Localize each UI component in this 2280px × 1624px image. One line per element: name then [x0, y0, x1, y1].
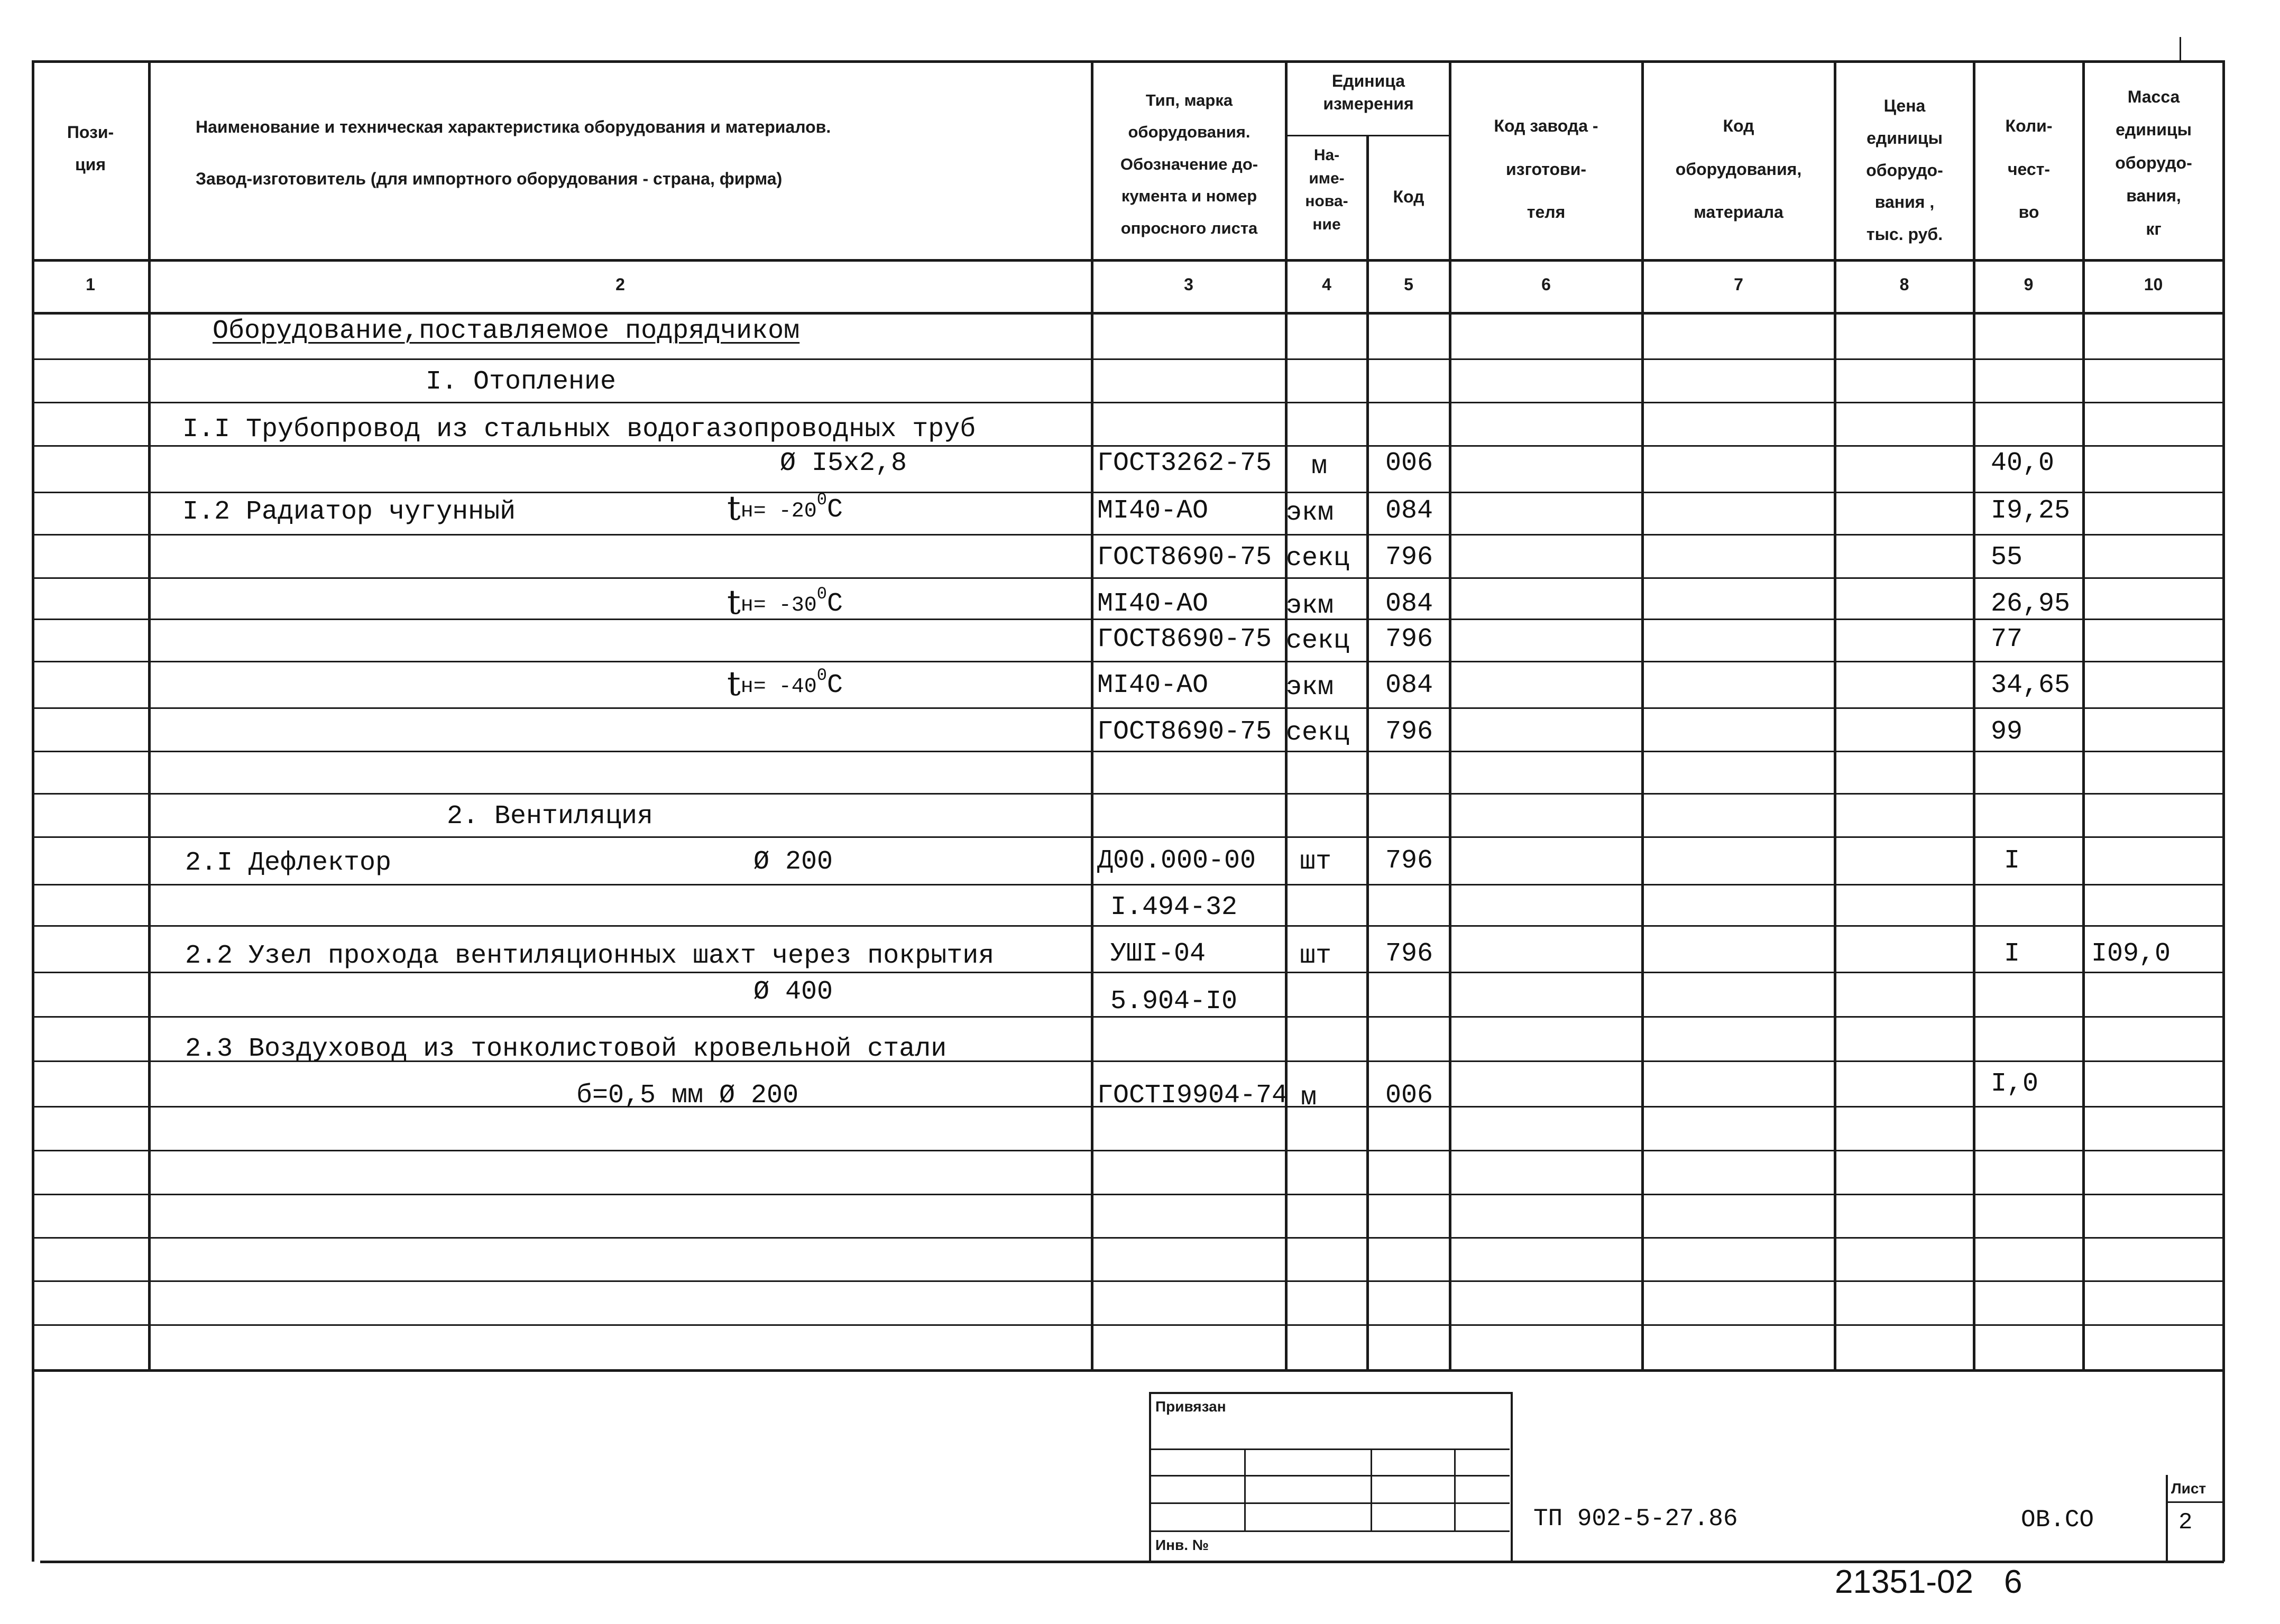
frame-bottom-border	[40, 1561, 2224, 1563]
item-1-2-code-3: 084	[1385, 589, 1433, 619]
header-quantity: Коли- чест- во	[2005, 116, 2053, 222]
row-line	[32, 925, 2223, 927]
footer-number: 21351-02	[1835, 1564, 1974, 1600]
col-divider-8	[1973, 60, 1975, 1370]
table-bottom-border	[32, 1369, 2223, 1372]
stamp-line	[1150, 1475, 1510, 1477]
header-type: Тип, марка оборудования. Обозначение до- кумента и номер опросного листа	[1120, 91, 1258, 237]
colnum-4: 4	[1322, 275, 1331, 294]
item-1-2-qty-4: 77	[1991, 624, 2023, 654]
item-1-2-doc: МI40-АО	[1097, 496, 1209, 526]
row-line	[32, 707, 2223, 709]
header-position: Пози- ция	[67, 123, 114, 174]
temp-minus-40: $tн= -40^0С$	[727, 665, 843, 704]
section-title-contractor: Оборудование,поставляемое подрядчиком	[213, 316, 800, 346]
col-divider-1	[148, 60, 151, 1370]
stamp-line	[1150, 1530, 1510, 1532]
footer-page: 6	[2004, 1564, 2022, 1600]
colnum-bottom-border	[32, 312, 2223, 315]
row-line	[32, 402, 2223, 403]
colnum-10: 10	[2144, 275, 2163, 294]
colnum-2: 2	[615, 275, 625, 294]
stamp-privyazan: Привязан	[1155, 1398, 1226, 1415]
stamp-divider	[1454, 1448, 1456, 1530]
item-2-3-code: 006	[1385, 1081, 1433, 1111]
t-symbol: t	[727, 583, 741, 622]
col-divider-4	[1366, 135, 1369, 1370]
item-2-2-code: 796	[1385, 939, 1433, 969]
item-2-3-doc: ГОСТI9904-74	[1097, 1081, 1288, 1111]
row-line	[32, 1237, 2223, 1239]
item-2-1-unit: шт	[1300, 847, 1332, 877]
stamp-inv: Инв. №	[1155, 1537, 1209, 1553]
item-1-2-unit: экм	[1286, 498, 1334, 528]
table-top-border	[32, 60, 2223, 63]
section-heating: I. Отопление	[426, 367, 617, 397]
item-1-2-name: I.2 Радиатор чугунный	[182, 497, 516, 527]
item-1-2-doc-2: ГОСТ8690-75	[1097, 542, 1272, 573]
item-2-2-qty: I	[2004, 939, 2020, 969]
header-name-line2: Завод-изготовитель (для импортного оборудования - страна, фирма)	[196, 169, 783, 188]
colnum-6: 6	[1541, 275, 1551, 294]
row-line	[32, 751, 2223, 752]
row-line	[32, 884, 2223, 885]
row-line	[32, 1280, 2223, 1282]
item-1-2-qty-2: 55	[1991, 542, 2023, 573]
item-1-1-code: 006	[1385, 448, 1433, 478]
item-2-2-dimension: Ø 400	[753, 977, 833, 1007]
item-1-2-unit-4: секц	[1286, 626, 1350, 656]
header-price: Цена единицы оборудо- вания , тыс. руб.	[1866, 96, 1943, 244]
colnum-7: 7	[1734, 275, 1743, 294]
colnum-9: 9	[2024, 275, 2034, 294]
frame-left-border	[32, 60, 34, 1562]
item-2-2-mass: I09,0	[2091, 939, 2171, 969]
item-1-2-doc-6: ГОСТ8690-75	[1097, 717, 1272, 747]
col-divider-5	[1449, 60, 1451, 1370]
item-2-2-unit: шт	[1300, 941, 1332, 971]
item-2-3-qty: I,0	[1991, 1069, 2039, 1099]
header-name-line1: Наименование и техническая характеристика оборудования и материалов.	[196, 117, 831, 136]
item-1-2-unit-2: секц	[1286, 543, 1350, 574]
frame-right-border	[2222, 60, 2225, 1562]
item-2-3-dimension: б=0,5 мм Ø 200	[576, 1081, 799, 1111]
stamp-divider	[1371, 1448, 1372, 1530]
item-1-2-code-6: 796	[1385, 717, 1433, 747]
item-1-2-doc-5: МI40-АО	[1097, 670, 1209, 700]
item-1-1-unit: м	[1311, 451, 1328, 482]
colnum-3: 3	[1184, 275, 1193, 294]
stamp-line	[1150, 1502, 1510, 1504]
header-unit: Единица измерения	[1323, 71, 1414, 114]
sheet-label: Лист	[2171, 1480, 2207, 1497]
col-divider-3	[1285, 60, 1288, 1370]
row-line	[32, 445, 2223, 447]
row-line	[32, 577, 2223, 579]
item-1-1-doc: ГОСТ3262-75	[1097, 448, 1272, 478]
sheet-box-line	[2166, 1501, 2224, 1503]
header-unit-name: На- име- нова- ние	[1305, 146, 1348, 233]
units-subheader-line	[1285, 135, 1450, 136]
item-2-2-name: 2.2 Узел прохода вентиляционных шахт через покрытия	[185, 941, 995, 971]
item-1-2-temp: $tн= -20^0С$	[727, 489, 843, 528]
t-symbol: t	[727, 665, 741, 704]
temp-minus-30: $tн= -30^0С$	[727, 583, 843, 622]
row-line	[32, 534, 2223, 536]
row-line	[32, 1194, 2223, 1195]
item-2-1-dimension: Ø 200	[753, 847, 833, 877]
item-1-2-doc-3: МI40-АО	[1097, 589, 1209, 619]
col-divider-2	[1091, 60, 1093, 1370]
item-2-3-name: 2.3 Воздуховод из тонколистовой кровельной стали	[185, 1034, 947, 1064]
col-divider-9	[2082, 60, 2085, 1370]
stamp-line	[1150, 1448, 1510, 1450]
doc-number: ТП 902-5-27.86	[1533, 1505, 1738, 1533]
header-mass: Масса единицы оборудо- вания, кг	[2115, 87, 2192, 238]
col-divider-6	[1641, 60, 1644, 1370]
item-2-1-name: 2.I Дефлектор	[185, 848, 392, 878]
item-1-2-qty-5: 34,65	[1991, 670, 2071, 700]
item-1-1-name: I.I Трубопровод из стальных водогазопроводных труб	[182, 414, 976, 445]
doc-code: ОВ.СО	[2021, 1506, 2094, 1534]
row-line	[32, 836, 2223, 838]
row-line	[32, 793, 2223, 795]
item-1-2-qty-3: 26,95	[1991, 589, 2071, 619]
section-ventilation: 2. Вентиляция	[447, 801, 654, 832]
header-equipment-code: Код оборудования, материала	[1675, 116, 1802, 222]
row-line	[32, 1324, 2223, 1326]
item-1-2-qty-6: 99	[1991, 717, 2023, 747]
item-1-2-unit-6: секц	[1286, 718, 1350, 748]
item-1-2-unit-3: экм	[1286, 591, 1334, 621]
item-2-2-doc: УШI-04	[1110, 939, 1206, 969]
row-line	[32, 492, 2223, 493]
item-2-1-doc: Д00.000-00	[1097, 846, 1256, 876]
colnum-8: 8	[1899, 275, 1909, 294]
item-1-1-dimension: Ø I5x2,8	[780, 448, 907, 478]
item-1-2-code: 084	[1385, 496, 1433, 526]
colnum-1: 1	[86, 275, 95, 294]
item-1-2-doc-4: ГОСТ8690-75	[1097, 624, 1272, 654]
item-2-2-doc-2: 5.904-I0	[1110, 986, 1238, 1017]
t-symbol: t	[727, 489, 741, 528]
stamp-divider	[1244, 1448, 1246, 1530]
col-divider-7	[1834, 60, 1836, 1370]
item-2-1-doc-2: I.494-32	[1110, 892, 1238, 922]
item-1-1-qty: 40,0	[1991, 448, 2055, 478]
sheet-number: 2	[2178, 1509, 2193, 1536]
item-2-1-code: 796	[1385, 846, 1433, 876]
item-1-2-code-2: 796	[1385, 542, 1433, 573]
corner-mark	[2180, 37, 2181, 60]
header-unit-code: Код	[1393, 187, 1424, 206]
item-1-2-unit-5: экм	[1286, 672, 1334, 703]
item-1-2-code-4: 796	[1385, 624, 1433, 654]
item-2-3-unit: м	[1301, 1083, 1317, 1113]
header-factory-code: Код завода - изготови- теля	[1494, 116, 1598, 222]
row-line	[32, 661, 2223, 662]
row-line	[32, 1150, 2223, 1151]
item-1-2-code-5: 084	[1385, 670, 1433, 700]
header-bottom-border	[32, 259, 2223, 262]
item-1-2-qty: I9,25	[1991, 496, 2071, 526]
item-2-1-qty: I	[2004, 846, 2020, 876]
row-line	[32, 358, 2223, 360]
colnum-5: 5	[1404, 275, 1413, 294]
row-line	[32, 972, 2223, 973]
